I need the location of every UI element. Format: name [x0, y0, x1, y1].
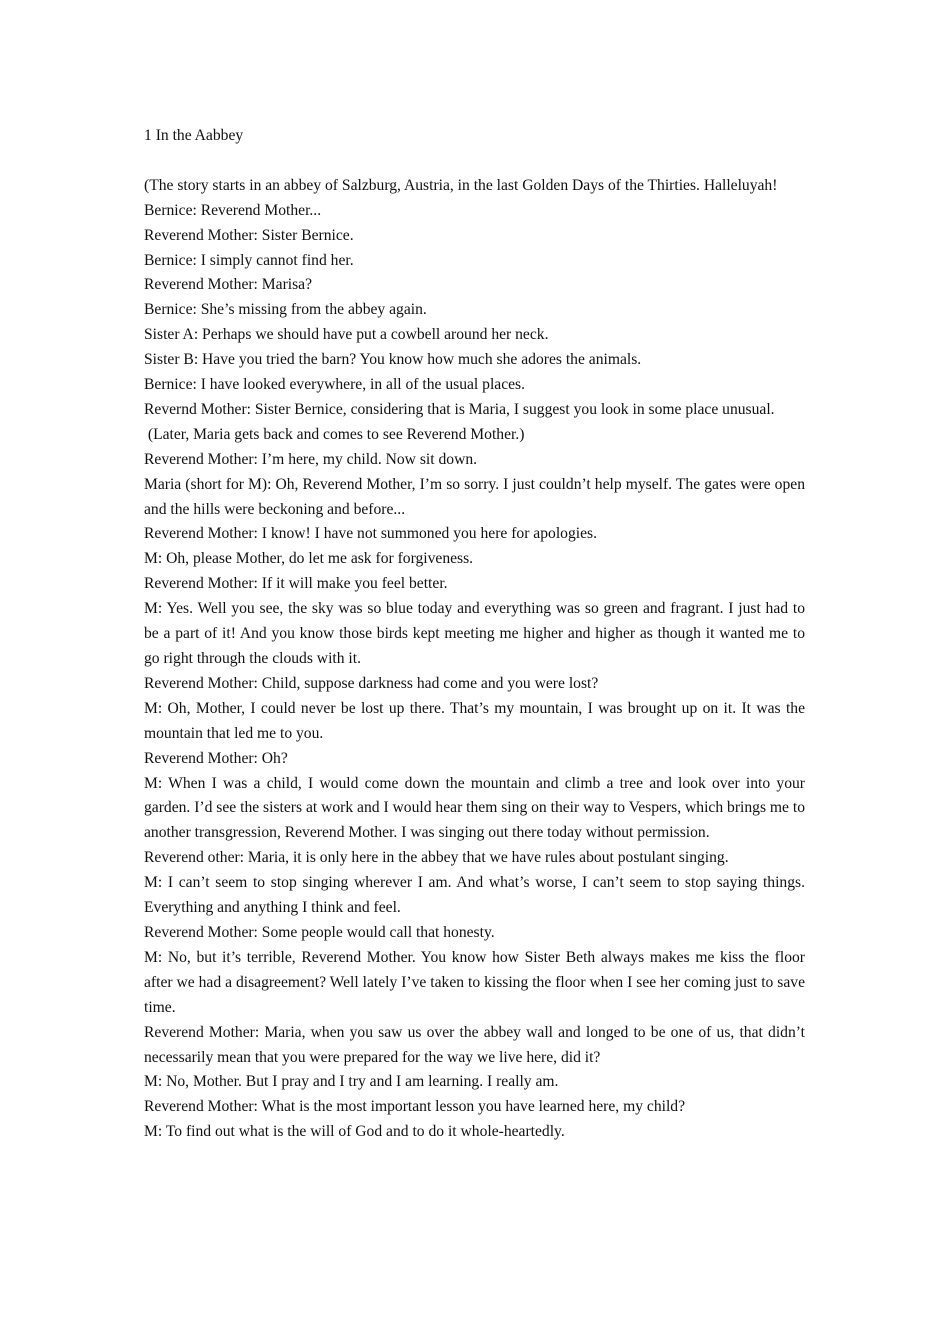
- paragraph: M: I can’t seem to stop singing wherever I am. And what’s worse, I can’t seem to stop saying things. Everything and anything I think and feel.: [144, 874, 805, 917]
- paragraph: Sister A: Perhaps we should have put a cowbell around her neck.: [144, 326, 549, 344]
- paragraph: Reverend Mother: What is the most important lesson you have learned here, my child?: [144, 1098, 686, 1116]
- paragraph: Bernice: I simply cannot find her.: [144, 251, 354, 269]
- paragraph: Reverend Mother: Sister Bernice.: [144, 226, 354, 244]
- paragraph: (The story starts in an abbey of Salzburg, Austria, in the last Golden Days of the Thirties. Halleluyah!: [144, 176, 778, 194]
- paragraph: Bernice: Reverend Mother...: [144, 201, 322, 219]
- paragraph: Bernice: She’s missing from the abbey again.: [144, 301, 427, 319]
- paragraph: Reverend Mother: If it will make you feel better.: [144, 575, 448, 593]
- paragraph: M: To find out what is the will of God and to do it whole-heartedly.: [144, 1123, 565, 1141]
- paragraph: M: No, Mother. But I pray and I try and I am learning. I really am.: [144, 1073, 559, 1091]
- paragraph: M: No, but it’s terrible, Reverend Mother. You know how Sister Beth always makes me kiss the floor after we had a disagreement? Well lately I’ve taken to kissing the floor when I see her coming just to save time.: [144, 948, 805, 1016]
- paragraph: M: Oh, Mother, I could never be lost up there. That’s my mountain, I was brought up on it. It was the mountain that led me to you.: [144, 699, 805, 742]
- paragraph: Reverend Mother: I know! I have not summoned you here for apologies.: [144, 525, 597, 543]
- chapter-title: 1 In the Aabbey: [144, 127, 244, 144]
- paragraph: M: When I was a child, I would come down the mountain and climb a tree and look over into your garden. I’d see the sisters at work and I would hear them sing on their way to Vespers, which brings me to another transgression, Reverend Mother. I was singing out there today without permission.: [144, 774, 805, 842]
- paragraph: (Later, Maria gets back and comes to see Reverend Mother.): [144, 425, 525, 443]
- paragraph: Reverend Mother: I’m here, my child. Now sit down.: [144, 450, 478, 468]
- paragraph: Reverend Mother: Child, suppose darkness had come and you were lost?: [144, 674, 599, 692]
- paragraph: Revernd Mother: Sister Bernice, considering that is Maria, I suggest you look in some place unusual.: [144, 400, 775, 418]
- paragraph: Maria (short for M): Oh, Reverend Mother, I’m so sorry. I just couldn’t help myself. The gates were open and the hills were beckoning and before...: [144, 475, 805, 518]
- paragraph: Sister B: Have you tried the barn? You know how much she adores the animals.: [144, 351, 642, 369]
- paragraph: Reverend Mother: Oh?: [144, 749, 288, 767]
- paragraph: Reverend Mother: Some people would call that honesty.: [144, 923, 495, 941]
- paragraph: Reverend Mother: Marisa?: [144, 276, 313, 294]
- paragraph: Bernice: I have looked everywhere, in all of the usual places.: [144, 376, 526, 394]
- document-body: [144, 124, 805, 1145]
- paragraph: Reverend Mother: Maria, when you saw us over the abbey wall and longed to be one of us, that didn’t necessarily mean that you were prepared for the way we live here, did it?: [144, 1023, 805, 1066]
- paragraph: Reverend other: Maria, it is only here in the abbey that we have rules about postulant singing.: [144, 849, 729, 867]
- paragraph: M: Yes. Well you see, the sky was so blue today and everything was so green and fragrant. I just had to be a part of it! And you know those birds kept meeting me higher and higher as though it wanted me to go right through the clouds with it.: [144, 600, 805, 668]
- paragraph: M: Oh, please Mother, do let me ask for forgiveness.: [144, 550, 474, 568]
